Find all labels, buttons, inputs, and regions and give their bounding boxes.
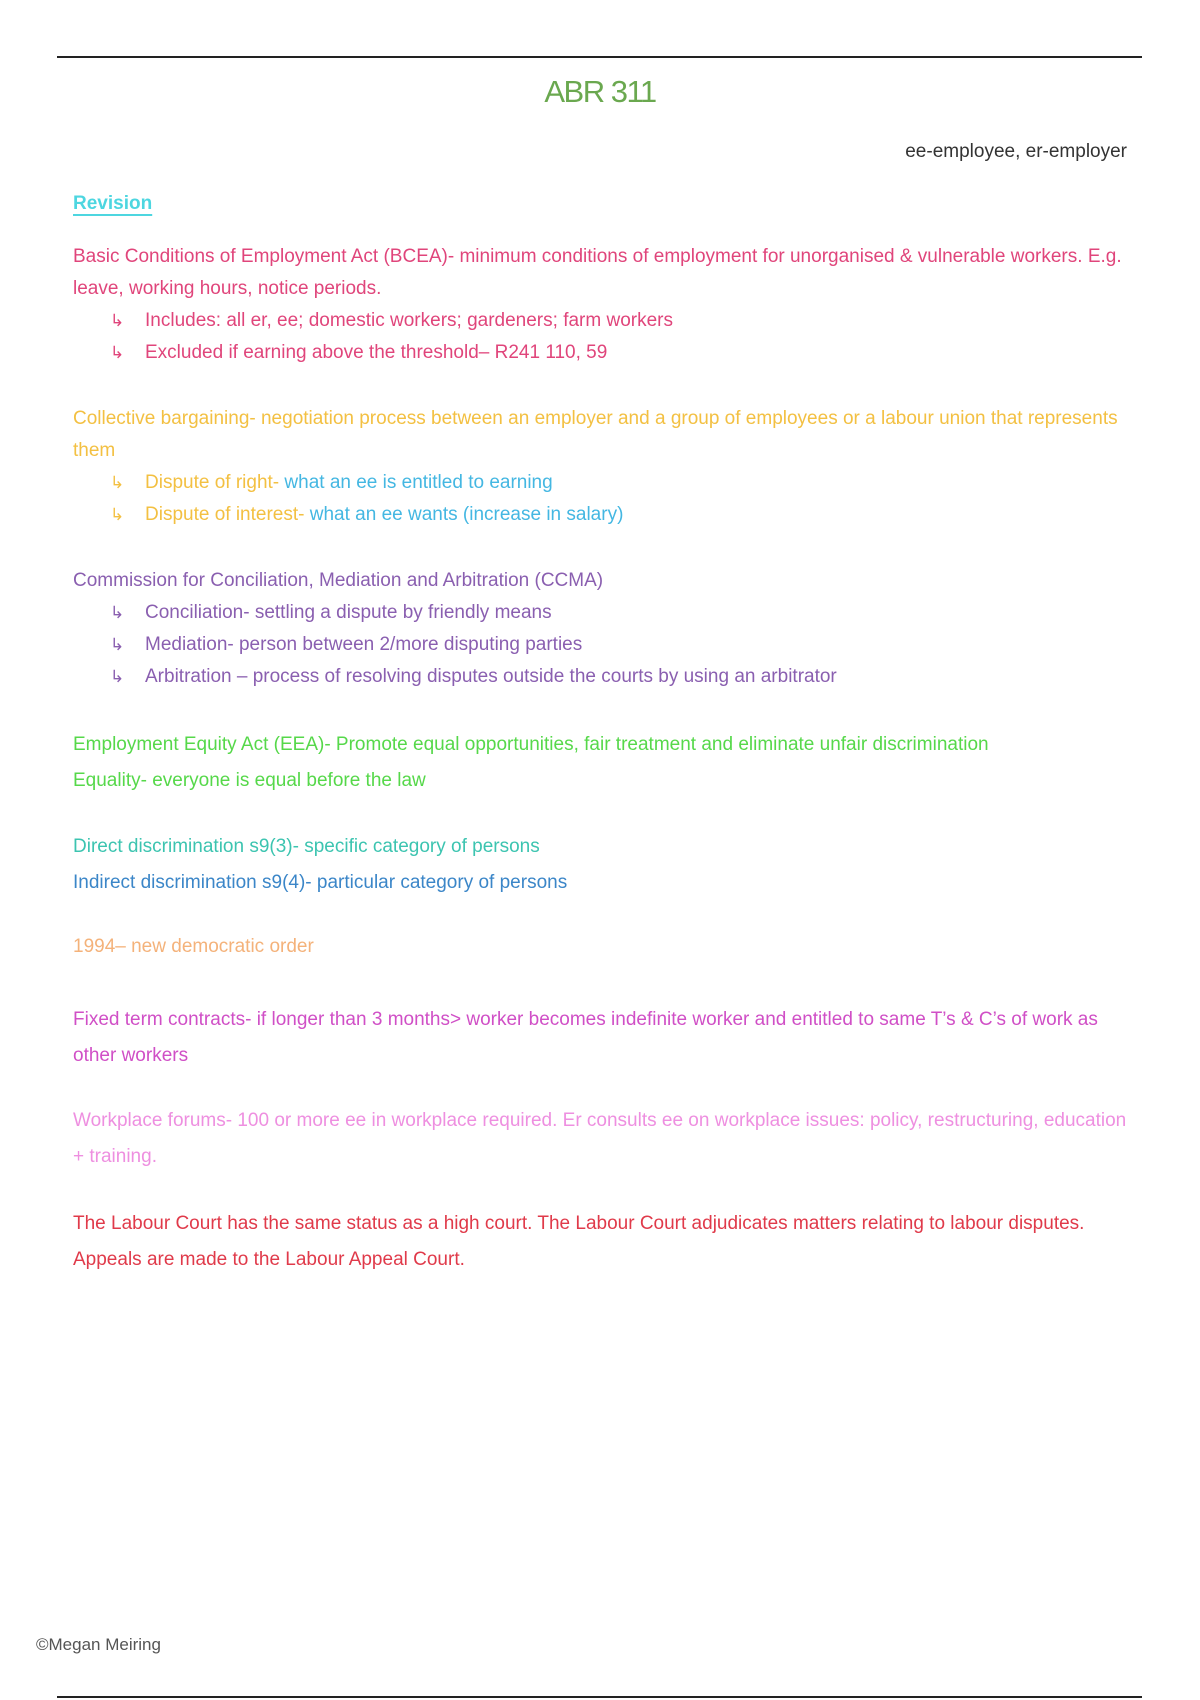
democratic-order-note: 1994– new democratic order <box>73 936 314 957</box>
bcea-section <box>73 241 1138 369</box>
dispute-term: Dispute of right- <box>145 472 280 493</box>
document-title: ABR 311 <box>544 74 656 109</box>
arrow-bullet-icon: ↳ <box>110 343 125 362</box>
ccma-list <box>73 597 1138 693</box>
list-item: ↳ Includes: all er, ee; domestic workers; gardeners; farm workers <box>73 305 1138 337</box>
top-rule <box>57 56 1142 58</box>
workplace-forums-definition: Workplace forums- 100 or more ee in workplace required. Er consults ee on workplace issues: policy, restructuring, education + training. <box>73 1110 1127 1167</box>
labour-court-definition: The Labour Court has the same status as a high court. The Labour Court adjudicates matters relating to labour disputes. Appeals are made to the Labour Appeal Court. <box>73 1213 1085 1270</box>
dispute-list <box>73 467 1138 531</box>
bcea-definition: Basic Conditions of Employment Act (BCEA)- minimum conditions of employment for unorganised & vulnerable workers. E.g. leave, working hours, notice periods. <box>73 246 1122 299</box>
list-item: ↳ Mediation- person between 2/more disputing parties <box>73 629 1138 661</box>
collective-bargaining-definition: Collective bargaining- negotiation process between an employer and a group of employees or a labour union that represents them <box>73 408 1118 461</box>
equality-definition: Equality- everyone is equal before the law <box>73 770 426 791</box>
arrow-bullet-icon: ↳ <box>110 473 125 492</box>
ccma-title: Commission for Conciliation, Mediation and Arbitration (CCMA) <box>73 570 604 591</box>
fixed-term-definition: Fixed term contracts- if longer than 3 months> worker becomes indefinite worker and entitled to same T’s & C’s of work as other workers <box>73 1009 1098 1066</box>
eea-definition: Employment Equity Act (EEA)- Promote equal opportunities, fair treatment and eliminate unfair discrimination <box>73 734 989 755</box>
collective-bargaining-section <box>73 403 1138 531</box>
arrow-bullet-icon: ↳ <box>110 311 125 330</box>
dispute-meaning: what an ee is entitled to earning <box>279 472 553 493</box>
list-item: ↳ Conciliation- settling a dispute by friendly means <box>73 597 1138 629</box>
dispute-term: Dispute of interest- <box>145 504 305 525</box>
arrow-bullet-icon: ↳ <box>110 667 125 686</box>
arrow-bullet-icon: ↳ <box>110 603 125 622</box>
arrow-bullet-icon: ↳ <box>110 505 125 524</box>
list-item <box>73 499 1138 531</box>
dispute-meaning: what an ee wants (increase in salary) <box>304 504 624 525</box>
bottom-rule <box>57 1696 1142 1698</box>
ccma-section <box>73 565 1138 693</box>
revision-heading: Revision <box>73 193 153 214</box>
direct-discrimination: Direct discrimination s9(3)- specific category of persons <box>73 836 540 857</box>
copyright-footer: ©Megan Meiring <box>36 1635 161 1654</box>
abbreviation-legend: ee-employee, er-employer <box>905 141 1127 162</box>
bcea-list <box>73 305 1138 369</box>
list-item: ↳ Arbitration – process of resolving disputes outside the courts by using an arbitrator <box>73 661 1138 693</box>
arrow-bullet-icon: ↳ <box>110 635 125 654</box>
list-item <box>73 467 1138 499</box>
eea-section <box>73 727 1138 799</box>
labour-court-section <box>73 1206 1138 1278</box>
democratic-order-section <box>73 931 1138 963</box>
workplace-forums-section <box>73 1103 1138 1175</box>
fixed-term-section <box>73 1002 1138 1074</box>
indirect-discrimination: Indirect discrimination s9(4)- particular category of persons <box>73 872 568 893</box>
list-item: ↳ Excluded if earning above the threshold– R241 110, 59 <box>73 337 1138 369</box>
discrimination-section <box>73 829 1138 901</box>
